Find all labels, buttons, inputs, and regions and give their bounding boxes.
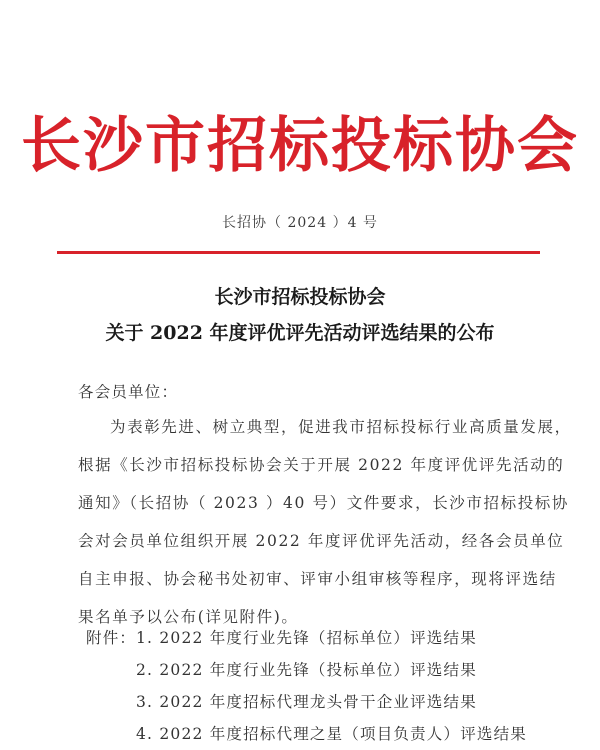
attachment-title: 3. 2022 年度招标代理龙头骨干企业评选结果: [136, 693, 477, 711]
paragraph-line: 自主申报、协会秘书处初审、评审小组审核等程序，现将评选结: [78, 570, 557, 588]
document-title-line-1: 长沙市招标投标协会: [214, 286, 386, 308]
document-title-line-2: 关于 2022 年度评优评先活动评选结果的公布: [105, 322, 495, 344]
paragraph-line: 会对会员单位组织开展 2022 年度评优评先活动，经各会员单位: [78, 532, 565, 550]
red-divider-line: [57, 251, 540, 254]
attachment-item: [86, 718, 527, 750]
attachment-title: 1. 2022 年度行业先锋（招标单位）评选结果: [136, 629, 477, 647]
attachment-item: [86, 654, 527, 686]
attachment-item: [86, 622, 527, 654]
document-number: 长招协（ 2024 ）4 号: [222, 215, 378, 231]
masthead-organization-name: 长沙市招标投标协会: [21, 111, 579, 181]
attachment-title: 2. 2022 年度行业先锋（投标单位）评选结果: [136, 661, 477, 679]
attachments-label: 附件：: [86, 629, 137, 647]
attachment-item: [86, 686, 527, 718]
attachments-list: [86, 622, 527, 750]
salutation: 各会员单位：: [78, 383, 179, 401]
paragraph-line: 根据《长沙市招标投标协会关于开展 2022 年度评优评先活动的: [78, 456, 565, 474]
paragraph-line: 果名单予以公布(详见附件)。: [78, 608, 299, 626]
paragraph-line: 为表彰先进、树立典型，促进我市招标投标行业高质量发展，: [110, 418, 572, 436]
attachment-title: 4. 2022 年度招标代理之星（项目负责人）评选结果: [136, 725, 527, 743]
paragraph-line: 通知》（长招协（ 2023 ）40 号）文件要求，长沙市招标投标协: [78, 494, 570, 512]
